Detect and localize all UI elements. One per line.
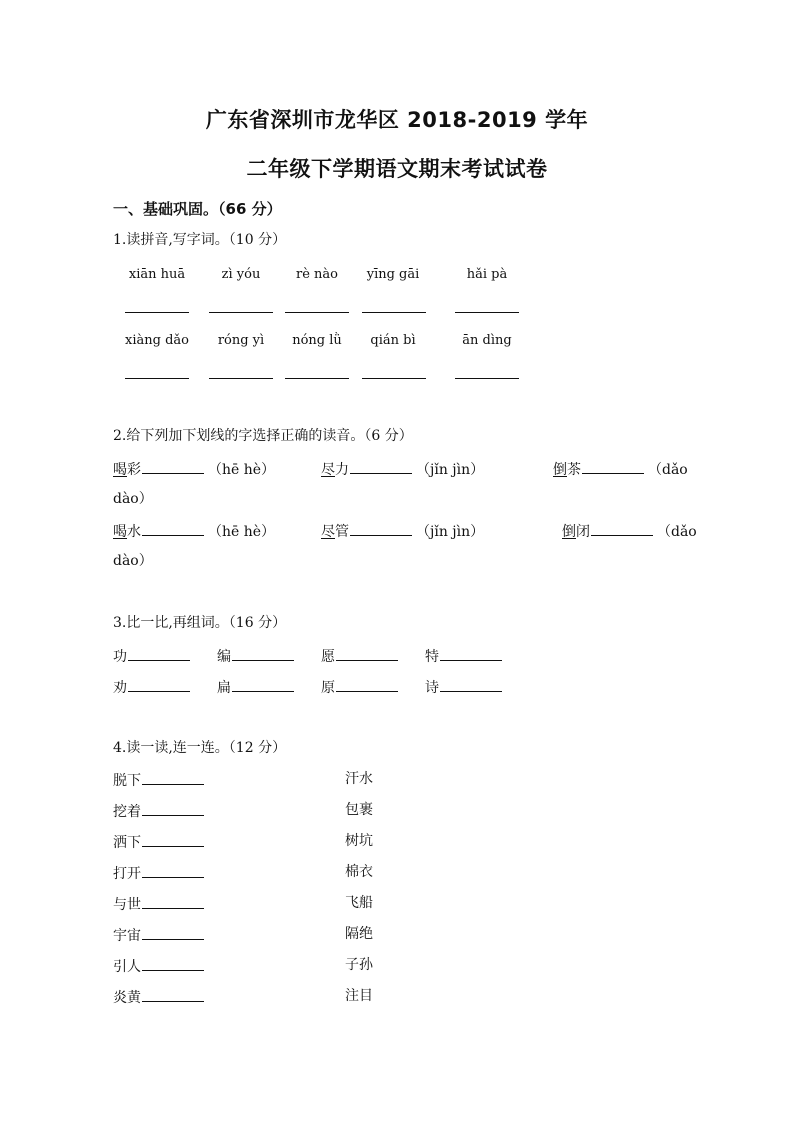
answer-blank[interactable] bbox=[142, 459, 204, 474]
pinyin-item: qián bì bbox=[370, 333, 416, 348]
match-right-item: 树坑 bbox=[345, 833, 373, 849]
question-4-heading: 4.读一读,连一连。（12 分） bbox=[113, 740, 287, 756]
word-rest: 管 bbox=[335, 524, 349, 540]
match-left-item bbox=[113, 863, 208, 883]
pronunciation-wrap: dào） bbox=[113, 553, 153, 569]
compare-item bbox=[113, 646, 194, 666]
answer-blank[interactable] bbox=[128, 677, 190, 692]
reading-item bbox=[321, 459, 484, 479]
answer-blank[interactable] bbox=[362, 378, 426, 379]
answer-blank[interactable] bbox=[455, 378, 519, 379]
reading-item bbox=[562, 521, 697, 541]
pinyin-item: hǎi pà bbox=[466, 267, 508, 282]
pinyin-item: nóng lǜ bbox=[292, 333, 342, 348]
underlined-char: 倒 bbox=[553, 462, 567, 478]
answer-blank[interactable] bbox=[232, 646, 294, 661]
match-left-text: 引人 bbox=[113, 959, 141, 975]
answer-blank[interactable] bbox=[582, 459, 644, 474]
pronunciation-options: （jǐn jìn） bbox=[416, 462, 485, 478]
word-rest: 力 bbox=[335, 462, 349, 478]
underlined-char: 倒 bbox=[562, 524, 576, 540]
pinyin-item: xiān huā bbox=[128, 267, 186, 282]
question-3-heading: 3.比一比,再组词。（16 分） bbox=[113, 615, 287, 631]
match-left-item bbox=[113, 987, 208, 1007]
compare-item bbox=[425, 646, 506, 666]
exam-title-line1: 广东省深圳市龙华区 2018-2019 学年 bbox=[205, 108, 589, 132]
match-right-item: 隔绝 bbox=[345, 926, 373, 942]
underlined-char: 尽 bbox=[321, 524, 335, 540]
question-2-heading: 2.给下列加下划线的字选择正确的读音。（6 分） bbox=[113, 428, 413, 444]
underlined-char: 喝 bbox=[113, 462, 127, 478]
reading-item bbox=[113, 459, 275, 479]
answer-blank[interactable] bbox=[142, 956, 204, 971]
exam-title-line2: 二年级下学期语文期末考试试卷 bbox=[246, 157, 548, 181]
match-left-text: 与世 bbox=[113, 897, 141, 913]
pinyin-item: xiàng dǎo bbox=[125, 333, 189, 348]
compare-item bbox=[321, 646, 402, 666]
answer-blank[interactable] bbox=[285, 312, 349, 313]
answer-blank[interactable] bbox=[209, 378, 273, 379]
answer-blank[interactable] bbox=[142, 894, 204, 909]
word-rest: 水 bbox=[127, 524, 141, 540]
compare-char: 扁 bbox=[217, 680, 231, 696]
pronunciation-options: （dǎo bbox=[657, 524, 697, 540]
compare-char: 愿 bbox=[321, 649, 335, 665]
match-left-item bbox=[113, 770, 208, 790]
answer-blank[interactable] bbox=[336, 646, 398, 661]
answer-blank[interactable] bbox=[142, 987, 204, 1002]
pinyin-item: róng yì bbox=[217, 333, 265, 348]
answer-blank[interactable] bbox=[336, 677, 398, 692]
match-left-text: 挖着 bbox=[113, 804, 141, 820]
answer-blank[interactable] bbox=[362, 312, 426, 313]
pinyin-item: rè nào bbox=[296, 267, 338, 282]
compare-item bbox=[217, 646, 298, 666]
answer-blank[interactable] bbox=[285, 378, 349, 379]
match-right-item: 子孙 bbox=[345, 957, 373, 973]
match-right-item: 注目 bbox=[345, 988, 373, 1004]
answer-blank[interactable] bbox=[209, 312, 273, 313]
answer-blank[interactable] bbox=[232, 677, 294, 692]
match-left-text: 脱下 bbox=[113, 773, 141, 789]
reading-item bbox=[321, 521, 484, 541]
match-left-item bbox=[113, 894, 208, 914]
match-right-item: 棉衣 bbox=[345, 864, 373, 880]
answer-blank[interactable] bbox=[455, 312, 519, 313]
match-left-text: 炎黄 bbox=[113, 990, 141, 1006]
reading-item bbox=[113, 521, 275, 541]
answer-blank[interactable] bbox=[350, 459, 412, 474]
answer-blank[interactable] bbox=[142, 925, 204, 940]
pinyin-item: zì yóu bbox=[221, 267, 261, 282]
pronunciation-wrap: dào） bbox=[113, 491, 153, 507]
compare-char: 特 bbox=[425, 649, 439, 665]
pronunciation-options: （jǐn jìn） bbox=[416, 524, 485, 540]
question-1-heading: 1.读拼音,写字词。（10 分） bbox=[113, 232, 287, 248]
section-heading-basic: 一、基础巩固。（66 分） bbox=[113, 200, 282, 218]
answer-blank[interactable] bbox=[142, 832, 204, 847]
match-left-item bbox=[113, 925, 208, 945]
pronunciation-options: （hē hè） bbox=[208, 462, 276, 478]
compare-char: 原 bbox=[321, 680, 335, 696]
match-left-text: 打开 bbox=[113, 866, 141, 882]
match-left-item bbox=[113, 801, 208, 821]
compare-item bbox=[425, 677, 506, 697]
compare-item bbox=[113, 677, 194, 697]
pronunciation-options: （dǎo bbox=[648, 462, 688, 478]
answer-blank[interactable] bbox=[440, 677, 502, 692]
answer-blank[interactable] bbox=[125, 312, 189, 313]
answer-blank[interactable] bbox=[125, 378, 189, 379]
match-right-item: 包裹 bbox=[345, 802, 373, 818]
match-right-item: 汗水 bbox=[345, 771, 373, 787]
compare-char: 编 bbox=[217, 649, 231, 665]
answer-blank[interactable] bbox=[350, 521, 412, 536]
answer-blank[interactable] bbox=[142, 521, 204, 536]
answer-blank[interactable] bbox=[142, 863, 204, 878]
pronunciation-options: （hē hè） bbox=[208, 524, 276, 540]
reading-item bbox=[553, 459, 688, 479]
underlined-char: 尽 bbox=[321, 462, 335, 478]
match-right-item: 飞船 bbox=[345, 895, 373, 911]
answer-blank[interactable] bbox=[142, 770, 204, 785]
compare-item bbox=[321, 677, 402, 697]
answer-blank[interactable] bbox=[128, 646, 190, 661]
compare-char: 诗 bbox=[425, 680, 439, 696]
compare-char: 劝 bbox=[113, 680, 127, 696]
match-left-text: 宇宙 bbox=[113, 928, 141, 944]
pinyin-item: ān dìng bbox=[462, 333, 512, 348]
answer-blank[interactable] bbox=[591, 521, 653, 536]
compare-char: 功 bbox=[113, 649, 127, 665]
match-left-text: 洒下 bbox=[113, 835, 141, 851]
answer-blank[interactable] bbox=[440, 646, 502, 661]
match-left-item bbox=[113, 832, 208, 852]
word-rest: 彩 bbox=[127, 462, 141, 478]
compare-item bbox=[217, 677, 298, 697]
answer-blank[interactable] bbox=[142, 801, 204, 816]
underlined-char: 喝 bbox=[113, 524, 127, 540]
pinyin-item: yīng gāi bbox=[366, 267, 420, 282]
match-left-item bbox=[113, 956, 208, 976]
word-rest: 茶 bbox=[567, 462, 581, 478]
word-rest: 闭 bbox=[576, 524, 590, 540]
